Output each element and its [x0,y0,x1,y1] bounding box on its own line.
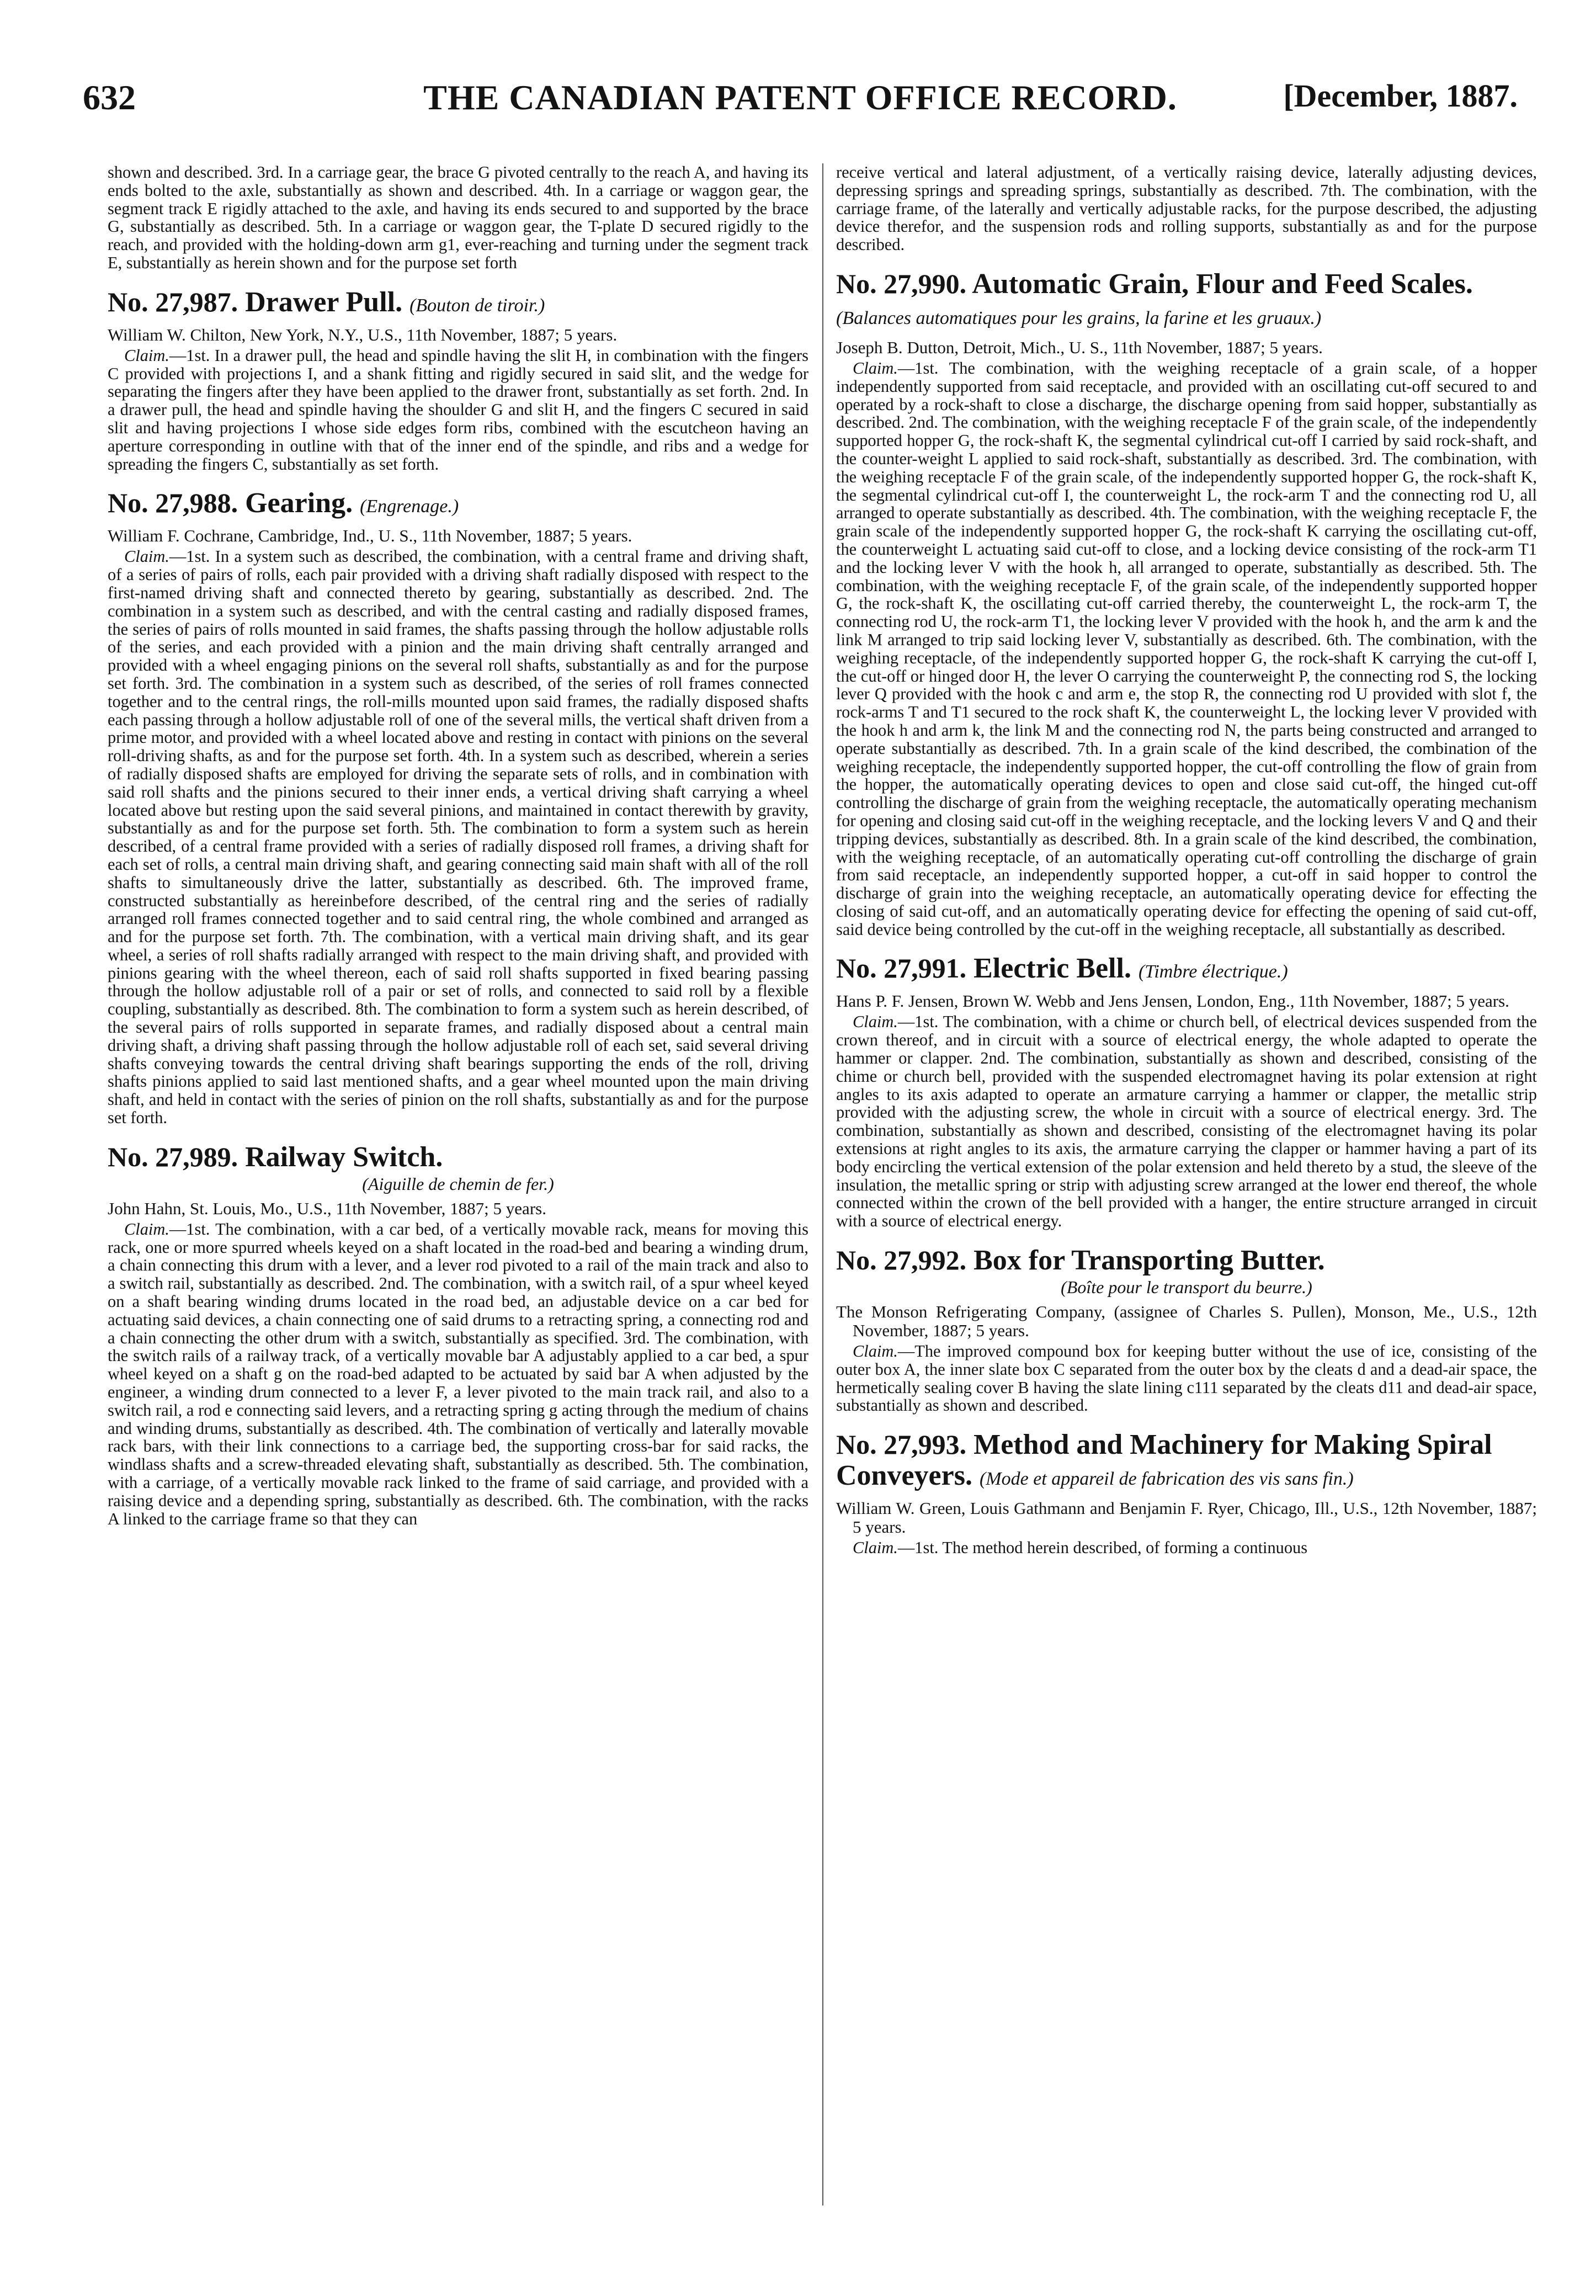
claim-label: Claim. [853,1538,898,1558]
patent-title: Automatic Grain, Flour and Feed Scales. [972,268,1473,300]
patent-heading [836,953,1537,987]
claim-label: Claim. [853,1012,898,1032]
inventor-line: Joseph B. Dutton, Detroit, Mich., U. S., 11th November, 1887; 5 years. [836,337,1323,357]
patent-entry-27992 [836,1245,1537,1415]
claim-text [108,1220,808,1528]
claim-label: Claim. [124,1219,169,1239]
patent-number: No. 27,993. [836,1429,967,1460]
patent-number: No. 27,992. [836,1245,967,1276]
claim-body: —1st. In a system such as described, the combination, with a central frame and driving shaft, of a series of pairs of rolls, each pair provided with a driving shaft radially disposed with respect to the first-named driving shaft and connected thereto by gearing, substantially as described. 2nd. The combination in a system such as described, and with the central casting and radially disposed frames, the series of pairs of rolls mounted in said frames, the shafts passing through the hollow adjustable rolls of the series, and each provided with a pinion and the main driving shaft centrally arranged and provided with a wheel engaging pinions on the several roll shafts, substantially as and for the purpose set forth. 3rd. The combination in a system such as described, of the series of roll frames connected together and to the central rings, the roll-mills mounted upon said frames, the radially disposed shafts each passing through a hollow adjustable roll of one of the several mills, the vertical shaft driven from a prime motor, and provided with a wheel located above and resting in contact with pinions on the several roll-driving shafts, as and for the purpose set forth. 4th. In a system such as described, wherein a series of radially disposed shafts are employed for driving the separate sets of rolls, and in combination with said roll shafts and the pinions secured to their inner ends, a vertical driving shaft carrying a wheel located above but resting upon the said several pinions, and maintained in contact therewith by gravity, substantially as and for the purpose set forth. 5th. The combination to form a system such as herein described, of a central frame provided with a series of radially disposed roll frames, a driving shaft for each set of rolls, a central main driving shaft, and gearing connecting said main shaft with all of the roll shafts to simultaneously drive the latter, substantially as described. 6th. The improved frame, constructed substantially as hereinbefore described, of the central ring and the series of radially arranged roll frames connected together and to said central ring, the whole combined and arranged as and for the purpose set forth. 7th. The combination, with a vertical main driving shaft, and its gear wheel, a series of roll shafts radially arranged with respect to the main driving shaft, and provided with pinions gearing with the wheel thereon, each of said roll shafts supported in fixed bearing passing through the hollow adjustable roll of a pair or set of rolls, and connected to said roll by a flexible coupling, substantially as described. 8th. The combination to form a system such as herein described, of the several pairs of rolls supported in separate frames, and radially disposed about a central main driving shaft, a driving shaft passing through the hollow adjustable roll of each set, said several driving shafts conveying towards the central driving shaft bearings supporting the ends of the roll, driving shafts pinions applied to said last mentioned shafts, and a gear wheel mounted upon the main driving shaft, and held in contact with the series of pinion on the roll shafts, substantially as and for the purpose set forth. [108,547,808,1128]
claim-label: Claim. [124,346,169,365]
patent-number: No. 27,987. [108,286,238,317]
patent-entry-27987 [108,286,808,474]
patent-entry-27990 [836,268,1537,939]
publication-title: THE CANADIAN PATENT OFFICE RECORD. [423,78,1177,117]
patent-number: No. 27,988. [108,487,238,519]
inventor-line: Hans P. F. Jensen, Brown W. Webb and Jens Jensen, London, Eng., 11th November, 1887; 5 years. [836,991,1509,1011]
patent-number: No. 27,989. [108,1141,238,1172]
patent-title: Box for Transporting Butter. [973,1245,1325,1277]
claim-body: —1st. The combination, with a car bed, of a vertically movable rack, means for moving this rack, one or more spurred wheels keyed on a shaft located in the road-bed and bearing a winding drum, a chain connecting this drum with a lever, and a lever rod pivoted to a rail of the main track and also to a switch rail, substantially as described. 2nd. The combination, with a switch rail, of a spur wheel keyed on a shaft bearing winding drums located in the road bed, an adjustable device on a car bed for actuating said devices, a chain connecting one of said drums to a retracting spring, a connecting rod and a chain connecting the other drum with a switch, substantially as specified. 3rd. The combination, with the switch rails of a railway track, of a vertically movable bar A adjustably applied to a car bed, a spur wheel keyed on a shaft g on the road-bed adapted to be actuated by said bar A when adjusted by the engineer, a winding drum connected to a lever F, a lever pivoted to the main track rail, and also to a switch rail, a rod e connecting said levers, and a retracting spring g acting through the medium of chains and winding drums, substantially as described. 4th. The combination of vertically and laterally movable rack bars, with their link connections to a carriage bed, the supporting cross-bar for said racks, the windlass shafts and a screw-threaded elevating shaft, substantially as described. 5th. The combination, with a carriage, of a vertically movable rack linked to the frame of said carriage, and provided with a raising device and a depending spring, substantially as described. 6th. The combination, with the racks A linked to the carriage frame so that they can [108,1219,808,1528]
right-column [836,163,1537,2261]
patent-title: Drawer Pull. [245,286,403,318]
inventor-line: The Monson Refrigerating Company, (assignee of Charles S. Pullen), Monson, Me., U.S., 12th November, 1887; 5 years. [836,1302,1537,1341]
claim-text [836,1013,1537,1230]
claim-text [836,1342,1537,1415]
french-title: (Boîte pour le transport du beurre.) [1061,1277,1312,1298]
french-title: (Bouton de tiroir.) [409,295,545,316]
patent-heading [836,268,1537,334]
patent-heading [836,1429,1537,1495]
claim-text [108,548,808,1127]
page-number: 632 [83,78,136,117]
inventor-line: William F. Cochrane, Cambridge, Ind., U. S., 11th November, 1887; 5 years. [108,526,632,546]
page-header [83,77,1518,121]
french-title: (Engrenage.) [360,496,459,517]
patent-title: Electric Bell. [973,953,1131,985]
patent-heading [108,286,808,321]
claim-text [836,1539,1537,1557]
claim-body: —The improved compound box for keeping butter without the use of ice, consisting of the outer box A, the inner slate box C separated from the outer box by the cleats d and a dead-air space, the hermetically sealing cover B having the slate lining c111 separated by the cleats d11 and dead-air space, substantially as shown and described. [836,1342,1537,1415]
patent-number: No. 27,990. [836,268,967,299]
claim-body: —1st. The combination, with the weighing receptacle of a grain scale, of a hopper independently supported from said receptacle, and provided with an oscillating cut-off secured to and operated by a rock-shaft to close a discharge, the discharge opening from said hopper, substantially as described. 2nd. The combination, with the weighing receptacle F of the grain scale, of the independently supported hopper G, the rock-shaft K, the segmental cylindrical cut-off I carried by said rock-shaft, and the counter-weight L applied to said rock-shaft, substantially as described. 3rd. The combination, with the weighing receptacle F of the grain scale, of the independently supported hopper G, the rock-shaft K, the segmental cylindrical cut-off I, the counterweight L, the rock-arm T and the connecting rod U, all arranged to operate substantially as described. 4th. The combination, with the weighing receptacle F, the grain scale of the independently supported hopper G, the rock-shaft K carrying the oscillating cut-off, the counterweight L actuating said cut-off to close, and a locking device consisting of the rock-arm T1 and the locking lever V with the hook h, all arranged to operate, substantially as described. 5th. The combination, with the weighing receptacle F, of the grain scale, of the independently supported hopper G, the rock-shaft K, the oscillating cut-off carried thereby, the counterweight L, the rock-arm T, the connecting rod U, the rock-arm T1, the locking lever V provided with the hook h, and the arm k and the link M arranged to trip said locking lever V, substantially as described. 6th. The combination, with the weighing receptacle, of the independently supported hopper G, the rock-shaft K carrying the cut-off I, the cut-off or hinged door H, the lever O carrying the counterweight P, the connecting rod S, the locking lever Q provided with the hook c and arm e, the stop R, the connecting rod U provided with slot f, the rock-arms T and T1 secured to the rock shaft K, the counterweight L, the locking lever V provided with the hook h and arm k, the link M and the connecting rod N, the parts being constructed and arranged to operate substantially as described. 7th. In a grain scale of the kind described, the combination of the weighing receptacle, the independently supported hopper, the cut-off controlling the flow of grain from the hopper, the automatically operating devices to open and close said cut-off, the hinged cut-off controlling the discharge of grain from the weighing receptacle, the automatically operating mechanism for opening and closing said cut-off in the weighing receptacle, and the locking levers V and Q and their tripping devices, substantially as described. 8th. In a grain scale of the kind described, the combination, with the weighing receptacle, of an automatically operating cut-off controlling the discharge of grain from said receptacle, an independently supported hopper, a cut-off in said hopper to control the discharge of grain into the weighing receptacle, an automatically operating device for effecting the closing of said cut-off, and an automatically operating device for effecting the opening of said cut-off, said device being controlled by the cut-off in the weighing receptacle, all substantially as described. [836,358,1537,939]
patent-title: Railway Switch. [245,1141,443,1173]
patent-entry-27989 [108,1141,808,1528]
french-title: (Aiguille de chemin de fer.) [362,1173,554,1194]
patent-title: Method and Machinery for Making Spiral Conveyers. [836,1429,1492,1492]
patent-entry-27988 [108,487,808,1127]
inventor-line: William W. Green, Louis Gathmann and Benjamin F. Ryer, Chicago, Ill., U.S., 12th November, 1887; 5 years. [836,1498,1537,1537]
continued-text: shown and described. 3rd. In a carriage gear, the brace G pivoted centrally to the reach A, and having its ends bolted to the axle, substantially as shown and described. 4th. In a carriage or waggon gear, the segment track E rigidly attached to the axle, and having its ends secured to and supported by the brace G, substantially as described. 5th. In a carriage or waggon gear, the T-plate D secured rigidly to the reach, and provided with the holding-down arm g1, ever-reaching and turning under the segment track E, substantially as herein shown and for the purpose set forth [108,163,808,272]
continued-text: receive vertical and lateral adjustment, of a vertically raising device, laterally adjusting devices, depressing springs and spreading springs, substantially as described. 7th. The combination, with the carriage frame, of the laterally and vertically adjustable racks, for the purpose described, the adjusting device therefor, and the suspension rods and rolling supports, substantially as and for the purpose described. [836,163,1537,254]
issue-date: [December, 1887. [1283,78,1518,114]
claim-label: Claim. [124,547,169,566]
left-column [108,163,808,2261]
claim-text [108,347,808,474]
inventor-line: John Hahn, St. Louis, Mo., U.S., 11th November, 1887; 5 years. [108,1198,546,1218]
patent-heading [836,1245,1537,1276]
claim-label: Claim. [853,358,898,378]
claim-body: —1st. The combination, with a chime or church bell, of electrical devices suspended from the crown thereof, and in circuit with a source of electrical energy, the whole adapted to operate the hammer or clapper. 2nd. The combination, substantially as shown and described, consisting of the chime or church bell, provided with the suspended electromagnet having its polar extension at right angles to its axis adapted to operate an armature carrying a hammer or clapper, the metallic strip provided with the adjusting screw, the whole in circuit with a source of electrical energy. 3rd. The combination, substantially as shown and described, consisting of the electromagnet having its polar extensions at right angles to its axis, the armature carrying the clapper or hammer having a part of its body encircling the vertical extension of the polar extension and held thereto by a stud, the sleeve of the insulation, the metallic spring or strip with adjusting screw arranged at the lower end thereof, the whole connected within the crown of the bell provided with a hanger, the entire structure arranged in circuit with a source of electrical energy. [836,1012,1537,1231]
patent-heading [108,487,808,522]
claim-label: Claim. [853,1342,898,1361]
column-divider [822,163,823,2205]
french-title: (Timbre électrique.) [1138,961,1288,982]
inventor-line: William W. Chilton, New York, N.Y., U.S., 11th November, 1887; 5 years. [108,325,618,344]
french-title: (Balances automatiques pour les grains, la farine et les gruaux.) [836,307,1322,328]
patent-title: Gearing. [245,487,353,519]
patent-entry-27993 [836,1429,1537,1557]
claim-body: —1st. In a drawer pull, the head and spindle having the slit H, in combination with the fingers C provided with projections I, and a shank fitting and rigidly secured in said slit, and the wedge for separating the fingers after they have been applied to the drawer front, substantially as set forth. 2nd. In a drawer pull, the head and spindle having the shoulder G and slit H, and the fingers C secured in said slit and having projections I whose side edges form ribs, combined with the escutcheon having an aperture corresponding in outline with that of the inner end of the spindle, and ribs and a wedge for spreading the fingers C, substantially as set forth. [108,346,808,474]
patent-heading [108,1141,808,1173]
patent-entry-27991 [836,953,1537,1230]
french-title: (Mode et appareil de fabrication des vis sans fin.) [979,1469,1354,1490]
patent-number: No. 27,991. [836,953,967,984]
claim-body: —1st. The method herein described, of forming a continuous [897,1538,1308,1558]
claim-text [836,359,1537,939]
